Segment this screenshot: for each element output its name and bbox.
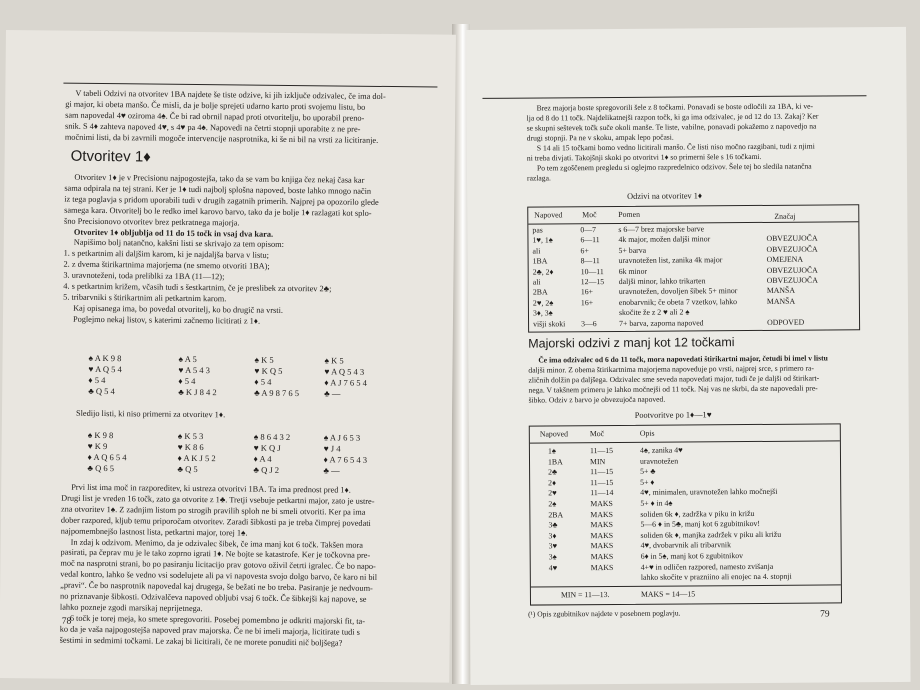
hand-spades: ♠ K 5 3 [177,430,204,442]
hand-hearts: ♥ A Q 5 4 3 [324,366,365,377]
table2-caption: Pootvoritve po 1♦—1♥ [634,410,712,420]
hand-hearts: ♥ K Q 5 [254,365,283,376]
table-cell: 4♠, zanika 4♥ [639,445,683,455]
table-cell: 5+ ♣ [640,466,656,476]
text-line: zličnih dolžin pa daljšega. Odzivalec sme seveda napovedati major, tudi če je daljši od štirikart- [528,373,820,385]
table-row [529,296,859,308]
section-heading: Otvoritev 1♦ [70,147,151,166]
column-header: Pomen [618,209,640,219]
table-cell: 6k minor [618,266,648,276]
hand-clubs: ♣ Q J 2 [253,464,280,475]
page-number: 79 [820,609,830,620]
text-line: močnimi listi, da bi zavrnili mogoče intervencije nasprotnika, ki še ni bil na vrsti za licitiranje. [64,132,379,145]
table-cell: pas [532,225,543,235]
table-row [530,487,840,498]
text-line: daljši minor. Z obema štirikartnima majorjema napoveduje po vrsti, najprej srce, s primero ra- [528,363,814,375]
text-line: pasirati, pa čeprav mu je le tako zoprno igrati 1♦. Ne bojte se katastrofe. Ker je točkovna pre- [60,548,371,561]
hand-spades: ♠ A J 6 5 3 [323,432,361,443]
table-row [531,529,841,541]
column-header: Opis [639,428,655,438]
hands-example-1 [88,353,419,406]
hand-spades: ♠ 8 6 4 3 2 [253,431,291,442]
text-line: vedal kontro, lahko še vedno vsi sodelujete ali pa vi napovesta svojo dolgo barvo, če karo ni bil [60,569,378,583]
table-cell: OMEJENA [766,254,804,265]
text-line: sama odpirala na tej strani. Ker je 1♦ tudi najbolj splošna napoved, boste lahko mnogo način [64,183,372,196]
paragraph-1 [527,101,854,183]
right-page [466,27,911,685]
table-cell: 11—15 [589,445,614,456]
responses-table [527,204,860,332]
table-cell: ali [532,246,541,256]
text-line: Napišimo bolj natančno, kakšni listi se skrivajo za tem opisom: [73,238,284,250]
table-cell: 4♥, minimalen, uravnotežen lahko močnejši [640,487,778,498]
hand-spades: ♠ A 5 [178,353,197,365]
paragraph-3 [528,353,854,405]
text-line: Če ima odzivalec od 6 do 11 točk, mora napovedati štirikartni major, četudi bi imel v listu [538,353,828,365]
hand-clubs: ♣ Q 5 [177,463,198,475]
table-cell: 3♥ [548,541,558,551]
table-cell: ODPOVED [767,317,805,327]
text-line: samega kara. Otvoritelj bo le redko imel karovo barvo, tako da je bolje 1♦ razlagati kot splo- [64,205,372,218]
table-row [530,519,840,530]
table-cell: 3—6 [581,318,597,328]
table-cell: 8—11 [580,256,600,266]
table-cell: lahko skočite v prazniino ali enojec na 4. stopnji [640,571,792,582]
hand-hearts: ♥ K 8 6 [177,441,204,453]
text-line: Sledijo listi, ki niso primerni za otvoritev 1♦. [75,408,226,420]
column-header: Moč [589,429,605,439]
table-cell: 2BA [548,509,564,520]
table-cell: 5+ ♦ in 4♠ [640,498,673,508]
table-cell: enobarvnik; če obeta 7 vzetkov, lahko [618,296,738,307]
table-cell: OBVEZUJOČA [766,244,818,254]
table-cell: 6+ [580,245,589,256]
footer-min: MIN = 11—13. [560,590,610,600]
table-row [530,476,840,488]
bold-statement: Otvoritev 1♦ obljublja od 11 do 15 točk in vsaj dva kara. [73,227,274,239]
table-row [531,540,841,551]
footnote [528,607,828,620]
table-cell: MAKS [590,498,613,509]
text-line: najpomembnejšo lastnost lista, petkartni major, torej 1♠. [60,526,248,538]
table-cell: OBVEZUJOČA [766,275,818,285]
list-item: 2. z dvema štirikartnima majorjema (ne smemo otvoriti 1BA); [63,259,270,272]
table-cell: 2♦ [548,478,557,488]
list-item: 5. tribarvniki s štirikartnim ali petkartnim karom. [63,292,227,304]
page-number: 78 [61,616,72,627]
hand [177,431,216,475]
table-row [529,286,859,297]
table-cell: soliden 6k ♦, zadržka v piku in križu [640,508,755,519]
table-row [531,571,841,582]
rebids-table [529,423,842,605]
text-line: Prvi list ima moč in razporeditev, ki ustreza otvoritvi 1BA. Ta ima prednost pred 1♦. [71,482,351,495]
table-cell: 6—11 [580,235,600,245]
table-cell: višji skoki [533,318,566,329]
hand [324,355,367,399]
text-line: 6 točk je torej meja, ko smete spregovoriti. Posebej pomembno je odkriti majorski fit, ta- [69,613,366,626]
hand-spades: ♠ K 5 [254,354,274,365]
table-cell: 1♥, 1♠ [532,235,553,245]
hand-clubs: ♣ A 9 8 7 6 5 [254,387,300,399]
table-cell: 2♣ [548,467,558,477]
text-line: šibko. Odziv z barvo je obvezujoča napoved. [528,394,666,405]
text-line: nega. V takšnem primeru je lahko močnejši od 11 točk. Naj vas ne skrbi, da ste napovedali pre- [528,383,818,395]
table-cell: MAKS [590,551,614,562]
table-cell: 2♠ [548,499,557,509]
table-cell: 3♣ [548,520,558,530]
hand [253,432,290,476]
hand-diamonds: ♦ 5 4 [254,376,272,387]
table-cell: MAKS [590,509,613,519]
table-cell: OBVEZUJOČA [766,233,818,244]
table-row [530,508,840,520]
table-cell: 4♥, dvobarvnik ali tribarvnik [640,540,732,551]
table-cell: MAKS [590,520,614,530]
table1-caption: Odzivi na otvoritev 1♦ [627,191,703,201]
hand-diamonds: ♦ A 7 6 5 4 3 [323,454,368,465]
table-cell: MAKS [590,562,614,572]
text-line: S 14 ali 15 točkami bomo vedno licitirali manšo. Če listi niso močno razgibani, tudi z njimi [536,141,815,153]
text-line: zna otvoritev 1♠. Z zadnjim listom po strogih pravilih sploh ne bi smeli otvoriti. Ker pa ima [60,504,366,517]
paragraph-1 [63,173,421,329]
text-line: dober razpored, kljub temu priporočam otvoritev. Zaradi šibkosti pa je treba čimprej povedati [60,515,371,528]
hand [87,430,127,474]
hand-hearts: ♥ A 5 4 3 [178,364,211,376]
table-cell: 2♣, 2♦ [532,266,554,277]
left-page [0,30,456,683]
hand [88,353,122,397]
list-item: 1. s petkartnim ali daljšim karom, ki je najdaljša barva v listu; [63,248,270,261]
hand-clubs: ♣ — [324,388,341,399]
table-row [531,561,841,573]
text-line: šno Precisionovo otvoritev brez petkratnega majorja. [63,216,240,228]
hand-spades: ♠ K 5 [324,355,344,366]
text-line: ni treba divjati. Takojšnji skoki po otvoritvi 1♦ so primerni šele s 16 točkami. [526,151,762,163]
table-row [529,265,859,277]
hand-spades: ♠ A K 9 8 [88,352,122,364]
text-line: no priznavanje šibkosti. Odzivalčeva napoved obljubi vsaj 6 točk. Če šibkejši kaj napove, se [60,591,367,604]
text-line: razlaga. [527,173,551,183]
table-row [528,233,858,245]
table-cell: 1♠ [547,446,557,456]
table-cell: 16+ [580,297,594,308]
hand-hearts: ♥ K Q J [253,442,281,453]
table-footer [531,584,841,604]
table-row [530,455,840,467]
table-cell: 11—14 [590,488,614,498]
table-cell: MAKS [590,541,614,551]
table-row [531,550,841,562]
table-cell: 2♥ [548,488,557,498]
table-header [528,205,858,224]
table-cell: MANŠA [766,296,796,306]
hand-clubs: ♣ K J 8 4 2 [178,386,217,398]
table-cell: ali [532,277,541,287]
text-line: Otvoritev 1♦ je v Precisionu najpogostejša, tako da se vam bo knjiga čez nekaj časa kar [74,172,365,185]
table-cell: skočite že z 2 ♥ ali 2 ♠ [618,307,690,318]
column-header: Značaj [774,211,796,221]
text-line: moč na nasprotni strani, bo po pasiranju licitacijo prav gotovo oživil četrti igralec. Če bo napo- [60,558,376,572]
list-item: 4. s petkartnim križem, včasih tudi s šestkartnim, če je preslibek za otvoritev 2♣; [63,281,332,294]
table-row [530,466,840,477]
column-header: Moč [582,210,597,220]
text-line: iz tega poglavja s pridom uporabili tudi v drugih zagatnih primerih. Najprej pa opozorilo glede [64,194,379,207]
table-cell: 5—6 ♦ in 5♣, manj kot 6 zgubitnikov! [640,519,761,529]
table-cell: MANŠA [766,286,796,296]
table-cell: 4+♥ in odličen razpored, namesto zvišanja [640,561,774,572]
table-cell: 4♥ [548,562,558,573]
hand-diamonds: ♦ A J 7 6 5 4 [324,377,367,388]
hand [323,432,367,476]
table-row [530,497,840,509]
text-line: Poglejmo nekaj listov, s katerimi začnemo licitirati z 1♦. [72,314,261,326]
table-cell: uravnotežen list, zanika 4k major [618,255,723,266]
table-cell: soliden 6k ♦, manjka zadržek v piku ali križu [640,529,782,540]
hand-hearts: ♥ A Q 5 4 [88,363,122,375]
table-cell: OBVEZUJOČA [766,265,818,275]
table-cell: 16+ [580,287,594,297]
table-cell: uravnotežen, dovoljen šibek 5+ minor [618,286,738,297]
text-line: V tabeli Odzivi na otvoritev 1BA najdete še tiste odzive, ki jih izključe odzivalec, če ima dol- [75,88,386,101]
text-line: lahko pozneje zgodi marsikaj neprijetnega. [59,602,203,614]
table-cell: 11—15 [590,477,614,487]
table-cell: 5+ barva [618,245,647,255]
column-header: Napoved [539,429,569,439]
table-cell: 11—15 [590,467,614,477]
table-cell: 4k major, možen daljši minor [618,234,711,245]
hand [254,355,299,399]
table-cell: s 6—7 brez majorske barve [618,224,705,234]
table-row [529,317,859,329]
table-cell: 3♦ [548,531,557,541]
text-line: snik. S 4♦ zahteva napoved 4♥, s 4♥ pa 4♠. Napovedi na četrti stopnji uporabite z ne pre- [64,121,361,134]
hands-caption [76,409,376,423]
table-cell: 6♦ in 5♠, manj kot 6 zgubitnikov [640,551,744,561]
table-cell: 12—15 [580,277,605,287]
hand-hearts: ♥ J 4 [323,443,341,454]
hand-hearts: ♥ K 9 [87,440,108,452]
table-row [530,444,840,456]
section-heading: Majorski odzivi z manj kot 12 točkami [528,335,735,351]
table-row [529,244,859,256]
text-line: se skupni seštevek točk suče okoli manše. Te liste, vabilne, ponavadi pokažemo z napovedjo na [526,121,817,133]
table-header [530,424,840,443]
text-line: In zdaj k odzivom. Menimo, da je odzivalec šibek, če ima manj kot 6 točk. Takšen mora [70,537,364,550]
text-line: Drugi list je vreden 16 točk, zato ga otvorite z 1♣. Tretji vsebuje petkartni major, zato je ustre- [61,493,375,506]
table-cell: 2♥, 2♠ [532,298,554,308]
table-cell: daljši minor, lahko trikarten [618,276,706,286]
header-rule [63,83,437,88]
hand-spades: ♠ K 9 8 [87,429,114,441]
hand-clubs: ♣ Q 6 5 [87,462,115,474]
table-cell: uravnotežen [639,456,679,466]
column-header: Napoved [534,210,563,220]
hand [178,354,217,398]
list-item: 3. uravnoteženi, toda preliblki za 1BA (11—12); [63,270,225,282]
intro-paragraph [65,89,422,147]
text-line: (¹) Opis zgubitnikov najdete v posebnem poglavju. [528,608,681,619]
table-cell: 1BA [547,456,563,467]
table-cell: 0—7 [580,225,597,235]
hand-clubs: ♣ Q 5 4 [88,385,115,397]
text-line: gi major, ki obeta manšo. Če misli, da je bolje sprejeti udarno karto proti svojemu listu, bo [65,99,366,112]
text-line: sam napovedal 4♥ oziroma 4♠. Če bi rad obrnil napad proti otvoritelju, bo uporabil preno- [65,110,365,123]
hand-diamonds: ♦ A 4 [253,453,272,464]
hand-clubs: ♣ — [323,465,340,476]
text-line: „pravi“. Če bo nasprotnik napovedal kaj drugega, še bežati ne bo treba. Pasiranje je nedvoum- [60,580,373,594]
table-cell: 7+ barva, zaporna napoved [619,317,704,328]
table-row [529,275,859,287]
table-cell: 5+ ♦ [640,477,655,487]
footer-maks: MAKS = 14—15 [640,589,696,599]
text-line: šestimi in sedmimi točkami. Le zakaj bi licitirali, če ne morete ponuditi nič boljšega? [59,635,343,648]
table-row [529,254,859,266]
table-cell: MIN [589,456,606,466]
text-line: Po tem zgoščenem pregledu si oglejmo razpredelnico odzivov. Šele tej bo sledila natančna [536,161,812,173]
table-cell: 3♠ [548,552,557,562]
hand-diamonds: ♦ A Q 6 5 4 [87,451,127,463]
table-cell: 1BA [532,256,548,266]
hand-diamonds: ♦ 5 4 [88,374,106,386]
text-line: ko da je vaša najpogostejša napoved prav majorska. Če ne bi imeli majorja, licitirate tudi s [59,624,360,637]
text-line: drugi stopnji. Pa ne v skoku, ampak lepo počasi. [526,132,674,143]
header-rule [482,95,866,99]
table-cell: 3♦, 3♠ [532,308,553,318]
text-line: Brez majorja boste spregovorili šele z 8 točkami. Ponavadi se boste odločili za 1BA, ki ve- [536,101,814,113]
hands-example-2 [87,430,418,483]
hand-diamonds: ♦ 5 4 [178,375,196,387]
table-cell: 2BA [532,287,548,297]
text-line: Kaj opisanega ima, bo povedal otvoritelj, ko bo drugič na vrsti. [73,303,284,315]
text-line: lja od 8 do 11 točk. Najdelikatnejši razpon točk, ki ga ima odzivalec, je od 12 do 13. Zakaj? Ker [526,111,819,123]
table-body [530,444,840,582]
table-cell: MAKS [590,530,614,540]
hand-diamonds: ♦ A K J 5 2 [177,452,216,464]
paragraph-2 [60,483,418,650]
table-cell: 10—11 [580,266,604,276]
